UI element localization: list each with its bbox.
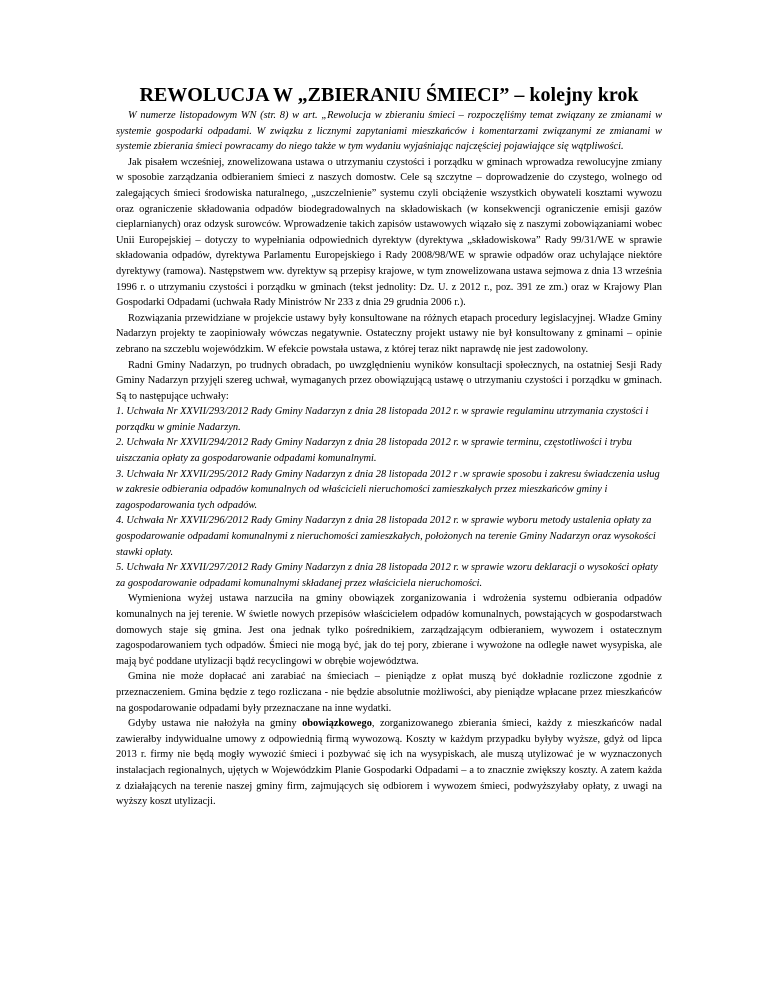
body-paragraph-5: Gmina nie może dopłacać ani zarabiać na śmieciach – pieniądze z opłat muszą być dokładnie rozliczone zgodnie z przeznaczeniem. Gmina będzie z tego rozliczana - nie będzie absolutnie możliwości, aby pieniądze wpłacane przez mieszkańców na gospodarowanie odpadami były przeznaczane na inne wydatki. xyxy=(116,671,662,714)
resolution-item: 5. Uchwała Nr XXVII/297/2012 Rady Gminy Nadarzyn z dnia 28 listopada 2012 r. w sprawie wzoru deklaracji o wysokości opłaty za gospodarowanie odpadami komunalnymi składanej przez właściciela nieruchomości. xyxy=(116,562,658,589)
resolution-item: 2. Uchwała Nr XXVII/294/2012 Rady Gminy Nadarzyn z dnia 28 listopada 2012 r. w sprawie terminu, częstotliwości i trybu uiszczania opłaty za gospodarowanie odpadami komunalnymi. xyxy=(116,437,632,465)
document-page xyxy=(116,82,662,810)
resolutions-list xyxy=(116,404,662,591)
body-paragraph-2: Rozwiązania przewidziane w projekcie ustawy były konsultowane na różnych etapach procedury legislacyjnej. Władze Gminy Nadarzyn projekty te zaopiniowały wówczas negatywnie. Ostateczny projekt ustawy nie był konsultowany z gminami – opinie zebrano na szczeblu wojewódzkim. W efekcie powstała ustawa, z której teraz nikt naprawdę nie jest zadowolony. xyxy=(116,312,662,355)
body-paragraph-1: Jak pisałem wcześniej, znowelizowana ustawa o utrzymaniu czystości i porządku w gminach wprowadza rewolucyjne zmiany w sposobie zarządzania odbieraniem śmieci z naszych domostw. Cele są szczytne – doprowadzenie do czystego, wolnego od zalegających śmieci środowiska naturalnego, „uszczelnienie” systemu czyli obciążenie wszystkich obywateli kosztami wywozu oraz ograniczenie składowania odpadów biodegradowalnych na składowiskach (w konsekwencji ograniczenie emisji gazów cieplarnianych) oraz odzysk surowców. Wprowadzenie takich zapisów ustawowych wiązało się z naszymi zobowiązaniami wobec Unii Europejskiej – dotyczy to wypełniania odpowiednich dyrektyw (dyrektywa „składowiskowa” Rady 99/31/WE w sprawie składowania odpadów, dyrektywa Parlamentu Europejskiego i Rady 2008/98/WE w sprawie odpadów oraz uchylające niektóre dyrektywy (ramowa). Następstwem ww. dyrektyw są przepisy krajowe, w tym znowelizowana ustawa sejmowa z dnia 13 września 1996 r. o utrzymaniu czystości i porządku w gminach (tekst jednolity: Dz. U. z 2012 r., poz. 391 ze zm.) oraz w Krajowy Plan Gospodarki Odpadami (uchwała Rady Ministrów Nr 233 z dnia 29 grudnia 2006 r.). xyxy=(116,156,662,309)
intro-paragraph: W numerze listopadowym WN (str. 8) w art. „Rewolucja w zbieraniu śmieci – rozpoczęliśmy temat związany ze zmianami w systemie gospodarki odpadami. W związku z licznymi zapytaniami mieszkańców i komentarzami związanymi ze zmianami w systemie zbierania śmieci powracamy do niego także w tym wydaniu wyjaśniając najczęściej pojawiające się wątpliwości. xyxy=(116,110,662,153)
document-title: REWOLUCJA W „ZBIERANIU ŚMIECI” – kolejny krok xyxy=(139,84,639,106)
paragraph-text-end: , zorganizowanego zbierania śmieci, każdy z mieszkańców nadal zawierałby indywidualne umowy z odpowiednią firmą wywozową. Koszty w każdym przypadku byłyby wyższe, gdyż od lipca 2013 r. firmy nie będą mogły wywozić śmieci i pozbywać się ich na wysypiskach, ale muszą utylizować je w wyznaczonych instalacjach regionalnych, ujętych w Wojewódzkim Planie Gospodarki Odpadami – a to znacznie zwiększy koszty. A zatem każda z działających na terenie naszej gminy firm, zajmujących się odbiorem i wywozem śmieci, podwyższyłaby opłaty, z uwagi na wyższy koszt utylizacji. xyxy=(116,718,662,808)
paragraph-text-start: Gdyby ustawa nie nałożyła na gminy xyxy=(128,718,303,730)
bold-term: obowiązkowego xyxy=(302,718,372,730)
body-paragraph-6 xyxy=(116,716,662,810)
resolution-item: 4. Uchwała Nr XXVII/296/2012 Rady Gminy Nadarzyn z dnia 28 listopada 2012 r. w sprawie wyboru metody ustalenia opłaty za gospodarowanie odpadami komunalnymi z nieruchomości zamieszkałych, położonych na terenie Gminy Nadarzyn oraz wysokości stawki opłaty. xyxy=(116,515,656,558)
resolution-item: 3. Uchwała Nr XXVII/295/2012 Rady Gminy Nadarzyn z dnia 28 listopada 2012 r .w sprawie sposobu i zakresu świadczenia usług w zakresie odbierania odpadów komunalnych od właścicieli nieruchomości zamieszkałych przez mieszkańców gminy i zagospodarowania tych odpadów. xyxy=(116,468,660,511)
body-paragraph-4: Wymieniona wyżej ustawa narzuciła na gminy obowiązek zorganizowania i wdrożenia systemu odbierania odpadów komunalnych na jej terenie. W świetle nowych przepisów właścicielem odpadów komunalnych, powstających w gospodarstwach domowych staje się gmina. Jest ona jednak tylko pośrednikiem, zarządzającym odbieraniem, wywozem i ostatecznym zagospodarowaniem tych odpadów. Śmieci nie mogą być, jak do tej pory, zbierane i wywożone na odległe nawet wysypiska, ale mają być poddane utylizacji bądź recyclingowi w obrębie województwa. xyxy=(116,593,662,667)
resolution-item: 1. Uchwała Nr XXVII/293/2012 Rady Gminy Nadarzyn z dnia 28 listopada 2012 r. w sprawie regulaminu utrzymania czystości i porządku w gminie Nadarzyn. xyxy=(116,406,649,433)
body-paragraph-3: Radni Gminy Nadarzyn, po trudnych obradach, po uwzględnieniu wyników konsultacji społecznych, na ostatniej Sesji Rady Gminy Nadarzyn przyjęli szereg uchwał, wymaganych przez obowiązującą ustawę o utrzymaniu czystości i porządku w gminach. Są to następujące uchwały: xyxy=(116,359,662,402)
